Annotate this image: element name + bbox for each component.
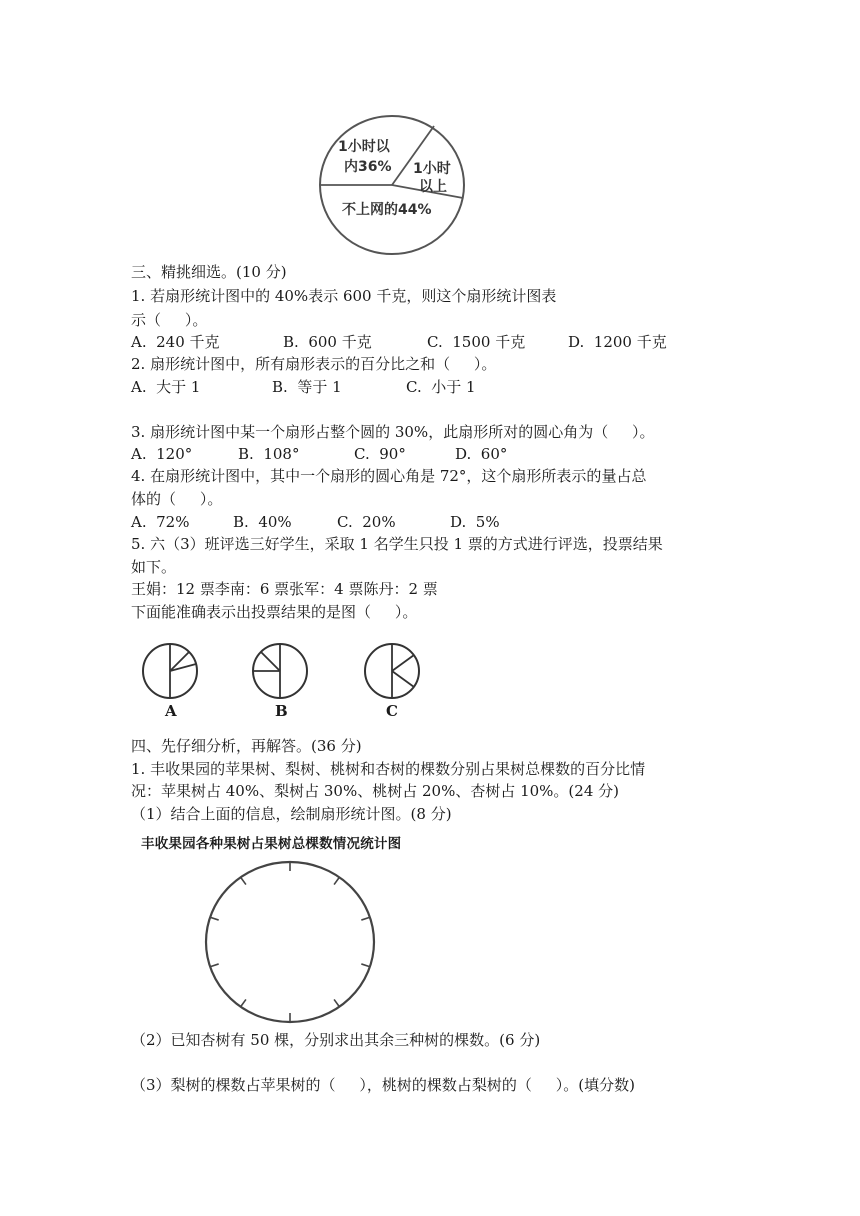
s4-sub2: （2）已知杏树有 50 棵，分别求出其余三种树的棵数。(6 分) <box>131 1031 541 1049</box>
pie-label-4: 以上 <box>419 179 447 195</box>
q3-option-b: B. 108° <box>238 445 300 463</box>
option-a-pie <box>140 641 200 701</box>
internet-usage-pie <box>316 112 468 258</box>
section3-heading: 三、精挑细选。(10 分) <box>131 263 287 281</box>
section4-heading: 四、先仔细分析，再解答。(36 分) <box>131 737 362 755</box>
option-c-pie <box>362 641 422 701</box>
s4-sub3: （3）梨树的棵数占苹果树的（ ），桃树的棵数占梨树的（ ）。(填分数) <box>131 1076 635 1094</box>
option-b-pie <box>250 641 310 701</box>
q5-stem-line1: 5. 六（3）班评选三好学生，采取 1 名学生只投 1 票的方式进行评选，投票结果 <box>131 535 663 553</box>
s4-sub1: （1）结合上面的信息，绘制扇形统计图。(8 分) <box>131 805 452 823</box>
chart-title: 丰收果园各种果树占果树总棵数情况统计图 <box>141 836 402 852</box>
q1-stem-line2: 示（ ）。 <box>131 311 208 329</box>
option-c-label: C <box>386 702 398 720</box>
pie-label-5: 不上网的44% <box>342 202 432 218</box>
q4-option-c: C. 20% <box>337 513 396 531</box>
q2-stem: 2. 扇形统计图中，所有扇形表示的百分比之和（ ）。 <box>131 355 497 373</box>
q5-prompt: 下面能准确表示出投票结果的是图（ ）。 <box>131 603 418 621</box>
q1-option-a: A. 240 千克 <box>131 333 220 351</box>
q2-option-c: C. 小于 1 <box>406 378 476 396</box>
pie-label-1: 1小时以 <box>338 139 390 155</box>
pie-label-2: 内36% <box>344 159 392 175</box>
option-a-label: A <box>165 702 177 720</box>
s4-q1-line1: 1. 丰收果园的苹果树、梨树、桃树和杏树的棵数分别占果树总棵数的百分比情 <box>131 760 646 778</box>
q5-stem-line2: 如下。 <box>131 558 177 576</box>
q1-option-c: C. 1500 千克 <box>427 333 526 351</box>
q4-stem-line2: 体的（ ）。 <box>131 490 223 508</box>
q4-option-d: D. 5% <box>450 513 500 531</box>
q3-stem: 3. 扇形统计图中某一个扇形占整个圆的 30%，此扇形所对的圆心角为（ ）。 <box>131 423 655 441</box>
q3-option-d: D. 60° <box>455 445 508 463</box>
q2-option-a: A. 大于 1 <box>131 378 201 396</box>
q1-option-d: D. 1200 千克 <box>568 333 667 351</box>
q1-option-b: B. 600 千克 <box>283 333 372 351</box>
option-b-label: B <box>275 702 288 720</box>
q4-option-a: A. 72% <box>131 513 190 531</box>
s4-q1-line2: 况：苹果树占 40%、梨树占 30%、桃树占 20%、杏树占 10%。(24 分) <box>131 782 619 800</box>
q4-option-b: B. 40% <box>233 513 292 531</box>
q3-option-a: A. 120° <box>131 445 193 463</box>
q3-option-c: C. 90° <box>354 445 406 463</box>
blank-pie-circle <box>200 856 380 1026</box>
pie-label-3: 1小时 <box>413 161 451 177</box>
q1-stem-line1: 1. 若扇形统计图中的 40%表示 600 千克，则这个扇形统计图表 <box>131 287 557 305</box>
q4-stem-line1: 4. 在扇形统计图中，其中一个扇形的圆心角是 72°，这个扇形所表示的量占总 <box>131 467 647 485</box>
q2-option-b: B. 等于 1 <box>272 378 342 396</box>
q5-vote-results: 王娟：12 票李南：6 票张军：4 票陈丹：2 票 <box>131 580 438 598</box>
